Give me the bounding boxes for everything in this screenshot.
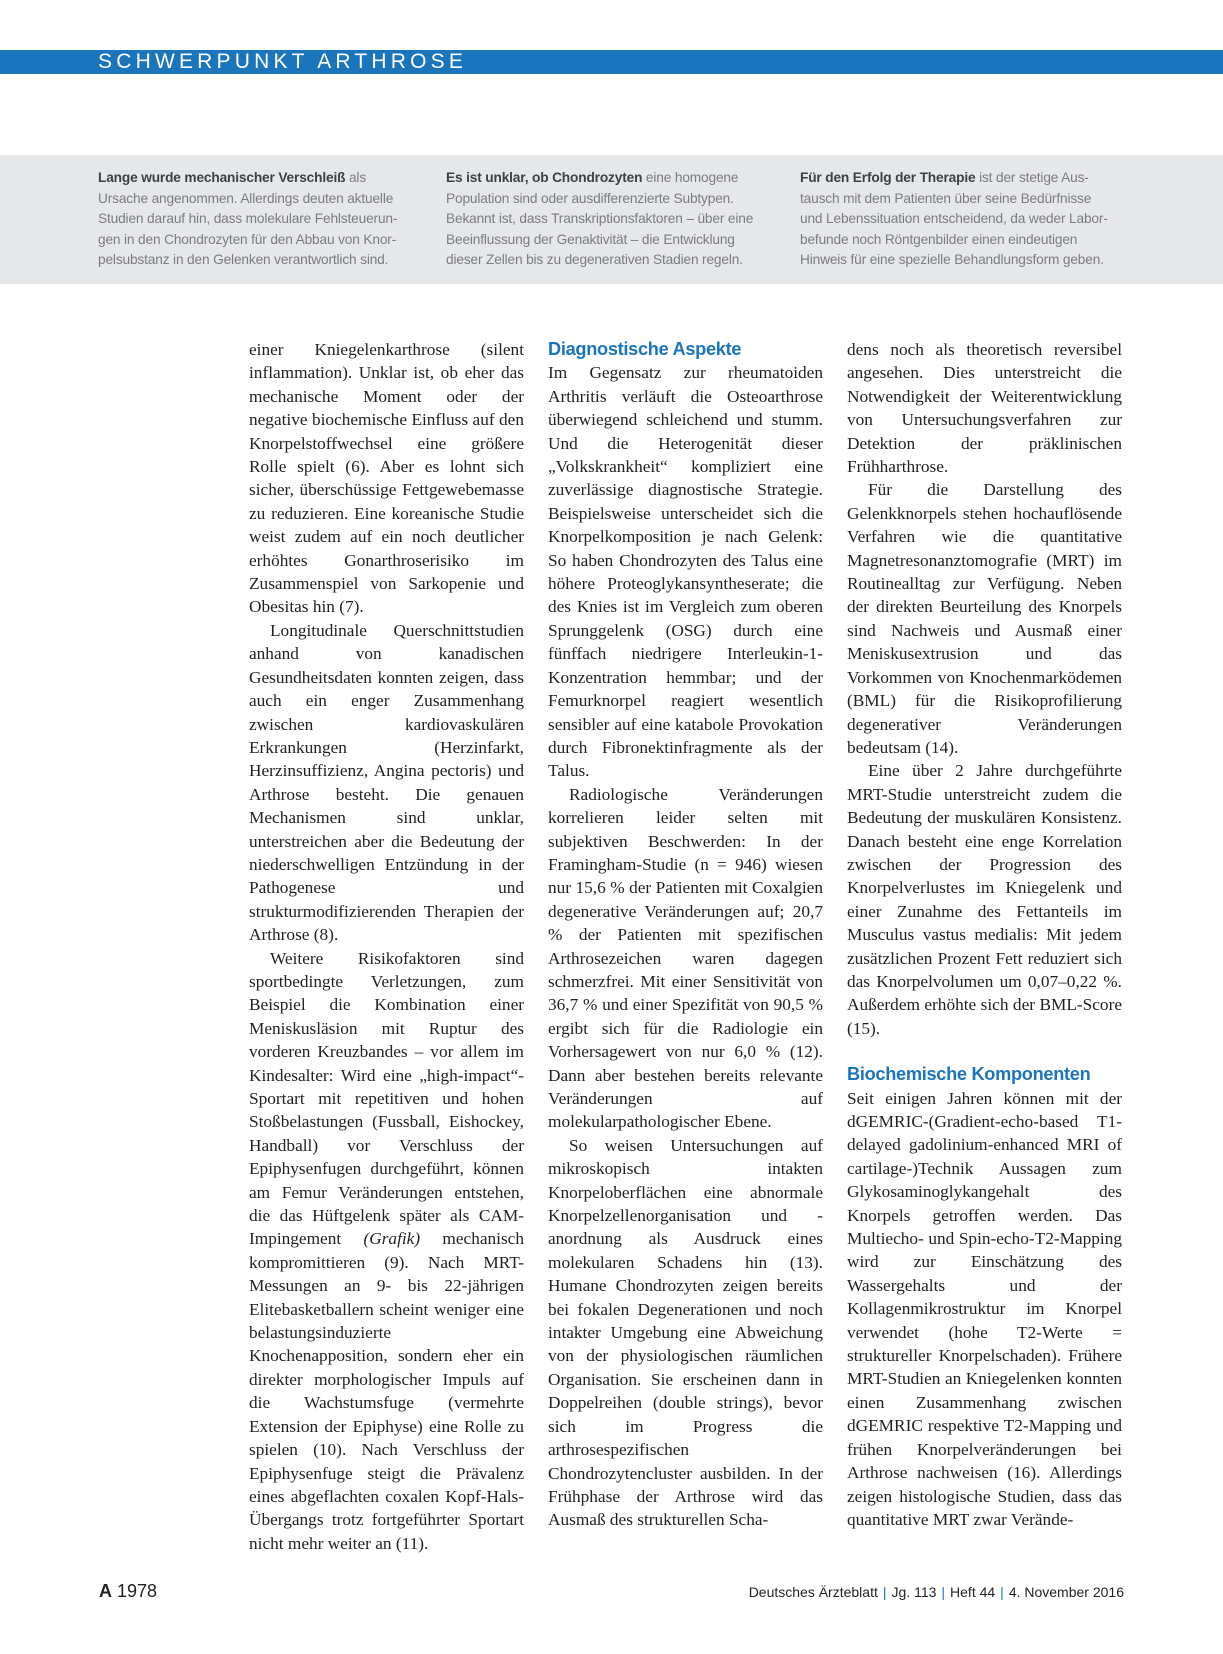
section-heading-diagnostics: Diagnostische Aspekte xyxy=(548,339,742,359)
page-prefix: A xyxy=(99,1581,112,1601)
section-header-bar xyxy=(0,50,1223,74)
paragraph: So weisen Untersuchungen auf mikroskopisch intakten Knorpeloberflächen eine abnormale Knorpelzellenorganisation und -anordnung als Ausdruck eines molekularen Schadens hin (13). Humane Chondrozyten zeigen bereits bei fokalen Degenerationen und noch intakter Umgebung eine Abweichung von der physiologischen räumlichen Organisation. Sie erscheinen dann in Doppelreihen (double strings), bevor sich im Progress die arthrosespezifischen Chondrozytencluster ausbilden. In der Frühphase der Arthrose wird das Ausmaß des strukturellen Scha- xyxy=(548,1135,823,1530)
summary-item-3-line: Hinweis für eine spezielle Behandlungsform geben. xyxy=(800,252,1104,268)
paragraph: Eine über 2 Jahre durchgeführte MRT-Studie unterstreicht zudem die Bedeutung der muskulären Konsistenz. Danach besteht eine enge Korrelation zwischen der Progression des Knorpelverlustes im Kniegelenk und einer Zunahme des Fettanteils im Musculus vastus medialis: Mit jedem zusätzlichen Prozent Fett reduziert sich das Knorpelvolumen um 0,07–0,22 %. Außerdem erhöhte sich der BML-Score (15). xyxy=(847,761,1122,1038)
page-number-value: 1978 xyxy=(117,1581,158,1601)
paragraph: dens noch als theoretisch reversibel angesehen. Dies unterstreicht die Notwendigkeit der Weiterentwicklung von Untersuchungsverfahren zur Detektion der präklinischen Frühharthrose. xyxy=(847,340,1122,477)
paragraph xyxy=(249,947,524,1556)
paragraph-text: Weitere Risikofaktoren sind sportbedingte Verletzungen, zum Beispiel die Kombination einer Meniskusläsion mit Ruptur des vorderen Kreuzbandes – vor allem im Kindesalter: Wird eine „high-impact“-Sportart mit repetitiven und hohen Stoßbelastungen (Fussball, Eishockey, Handball) vor Verschluss der Epiphysenfugen durchgeführt, können am Femur Veränderungen entstehen, die das Hüftgelenk später als CAM-Impingement xyxy=(249,948,524,1249)
journal-footer xyxy=(749,1584,1124,1600)
paragraph-text: mechanisch kompromittieren (9). Nach MRT-Messungen an 9- bis 22-jährigen Elitebasketballern scheint weniger eine belastungsinduzierte Knochenapposition, sondern eher ein direkter morphologischer Impuls auf die Wachstumsfuge (vermehrte Extension der Epiphyse) eine Rolle zu spielen (10). Nach Verschluss der Epiphysenfuge steigt die Prävalenz eines abgeflachten coxalen Kopf-Hals-Übergangs trotz fortgeführter Sportart nicht mehr weiter an (11). xyxy=(249,1229,524,1553)
summary-item-1-line: pelsubstanz in den Gelenken verantwortlich sind. xyxy=(98,252,389,268)
article-column-1 xyxy=(249,338,524,1555)
summary-item-2 xyxy=(446,168,766,271)
summary-item-2-line: Beeinflussung der Genaktivität – die Entwicklung xyxy=(446,231,735,247)
summary-item-3-line: ist der stetige Aus- xyxy=(975,170,1089,185)
summary-item-3-line: befunde noch Röntgenbilder einen eindeutigen xyxy=(800,231,1078,247)
section-title: SCHWERPUNKT ARTHROSE xyxy=(98,50,468,73)
figure-reference: (Grafik) xyxy=(363,1229,421,1249)
summary-item-1-line: Studien darauf hin, dass molekulare Fehlsteuerun- xyxy=(98,211,398,227)
footer-separator: | xyxy=(882,1584,887,1600)
journal-volume: Jg. 113 xyxy=(891,1584,937,1600)
footer-separator: | xyxy=(1000,1584,1004,1600)
summary-item-1 xyxy=(98,168,408,271)
summary-item-2-lead: Es ist unklar, ob Chondrozyten xyxy=(446,170,643,185)
summary-item-1-lead: Lange wurde mechanischer Verschleiß xyxy=(98,170,346,185)
paragraph: Radiologische Veränderungen korrelieren leider selten mit subjektiven Beschwerden: In der Framingham-Studie (n = 946) wiesen nur 15,6 % der Patienten mit Coxalgien degenerative Veränderungen auf; 20,7 % der Patienten mit spezifischen Arthrosezeichen waren dagegen schmerzfrei. Mit einer Sensitivität von 36,7 % und einer Spezifität von 90,5 % ergibt sich für die Radiologie ein Vorhersagewert von nur 6,0 % (12). Dann aber bestehen bereits relevante Veränderungen auf molekularpathologischer Ebene. xyxy=(548,784,823,1132)
paragraph: Seit einigen Jahren können mit der dGEMRIC-(Gradient-echo-based T1-delayed gadolinium-enhanced MRI of cartilage-)Technik Aussagen zum Glykosaminoglykangehalt des Knorpels getroffen werden. Das Multiecho- und Spin-echo-T2-Mapping wird zur Einschätzung des Wassergehalts und der Kollagenmikrostruktur im Knorpel verwendet (hohe T2-Werte = struktureller Knorpelschaden). Frühere MRT-Studien an Kniegelenken konnten einen Zusammenhang zwischen dGEMRIC respektive T2-Mapping und frühen Knorpelveränderungen bei Arthrose nachweisen (16). Allerdings zeigen histologische Studien, dass das quantitative MRT zwar Verände- xyxy=(847,1088,1122,1529)
summary-item-2-line: Population sind oder ausdifferenzierte Subtypen. xyxy=(446,190,734,206)
paragraph: Longitudinale Querschnittstudien anhand von kanadischen Gesundheitsdaten konnten zeigen, dass auch ein enger Zusammenhang zwischen kardiovaskulären Erkrankungen (Herzinfarkt, Herzinsuffizienz, Angina pectoris) und Arthrose besteht. Die genauen Mechanismen sind unklar, unterstreichen aber die Bedeutung der niederschwelligen Entzündung in der Pathogenese und strukturmodifizierenden Therapien der Arthrose (8). xyxy=(249,620,524,945)
journal-date: 4. November 2016 xyxy=(1008,1584,1124,1600)
journal-issue: Heft 44 xyxy=(950,1584,996,1600)
summary-item-2-line: eine homogene xyxy=(642,170,739,185)
summary-item-3-line: und Lebenssituation entscheidend, da weder Labor- xyxy=(800,211,1108,227)
paragraph: einer Kniegelenkarthrose (silent inflammation). Unklar ist, ob eher das mechanische Moment oder der negative biochemische Einfluss auf den Knorpelstoffwechsel eine größere Rolle spielt (6). Aber es lohnt sich sicher, überschüssige Fettgewebemasse zu reduzieren. Eine koreanische Studie weist zudem auf ein noch deutlicher erhöhtes Gonarthroserisiko im Zusammenspiel von Sarkopenie und Obesitas hin (7). xyxy=(249,340,524,617)
summary-item-1-line: als xyxy=(345,170,367,185)
summary-box xyxy=(0,155,1223,284)
journal-name: Deutsches Ärzteblatt xyxy=(748,1584,878,1600)
summary-item-3-line: tausch mit dem Patienten über seine Bedürfnisse xyxy=(800,190,1092,206)
section-heading-biochemistry: Biochemische Komponenten xyxy=(847,1064,1091,1085)
paragraph: Für die Darstellung des Gelenkknorpels stehen hochauflösende Verfahren wie die quantitative Magnetresonanztomografie (MRT) im Routinealltag zur Verfügung. Neben der direkten Beurteilung des Knorpels sind Nachweis und Ausmaß einer Meniskusextrusion und das Vorkommen von Knochenmarködemen (BML) für die Risikoprofilierung degenerativer Veränderungen bedeutsam (14). xyxy=(847,480,1122,757)
summary-item-2-line: Bekannt ist, dass Transkriptionsfaktoren – über eine xyxy=(446,211,754,227)
page-number xyxy=(99,1581,157,1602)
article-column-2 xyxy=(548,338,823,1532)
summary-item-3-lead: Für den Erfolg der Therapie xyxy=(800,170,976,185)
summary-item-3 xyxy=(800,168,1130,271)
paragraph: Im Gegensatz zur rheumatoiden Arthritis verläuft die Osteoarthrose überwiegend schleichend und stumm. Und die Heterogenität dieser „Volkskrankheit“ kompliziert eine zuverlässige diagnostische Strategie. Beispielsweise unterscheidet sich die Knorpelkomposition je nach Gelenk: So haben Chondrozyten des Talus eine höhere Proteoglykansyntheserate; die des Knies ist im Vergleich zum oberen Sprunggelenk (OSG) durch eine fünffach niedrigere Interleukin-1-Konzentration hemmbar; und der Femurknorpel reagiert wesentlich sensibler auf eine katabole Provokation durch Fibronektinfragmente als der Talus. xyxy=(548,363,823,781)
summary-item-1-line: gen in den Chondrozyten für den Abbau von Knor- xyxy=(98,231,397,247)
article-column-3 xyxy=(847,338,1122,1531)
summary-item-2-line: dieser Zellen bis zu degenerativen Stadien regeln. xyxy=(446,252,743,268)
summary-item-1-line: Ursache angenommen. Allerdings deuten aktuelle xyxy=(98,190,394,206)
footer-separator: | xyxy=(941,1584,946,1600)
